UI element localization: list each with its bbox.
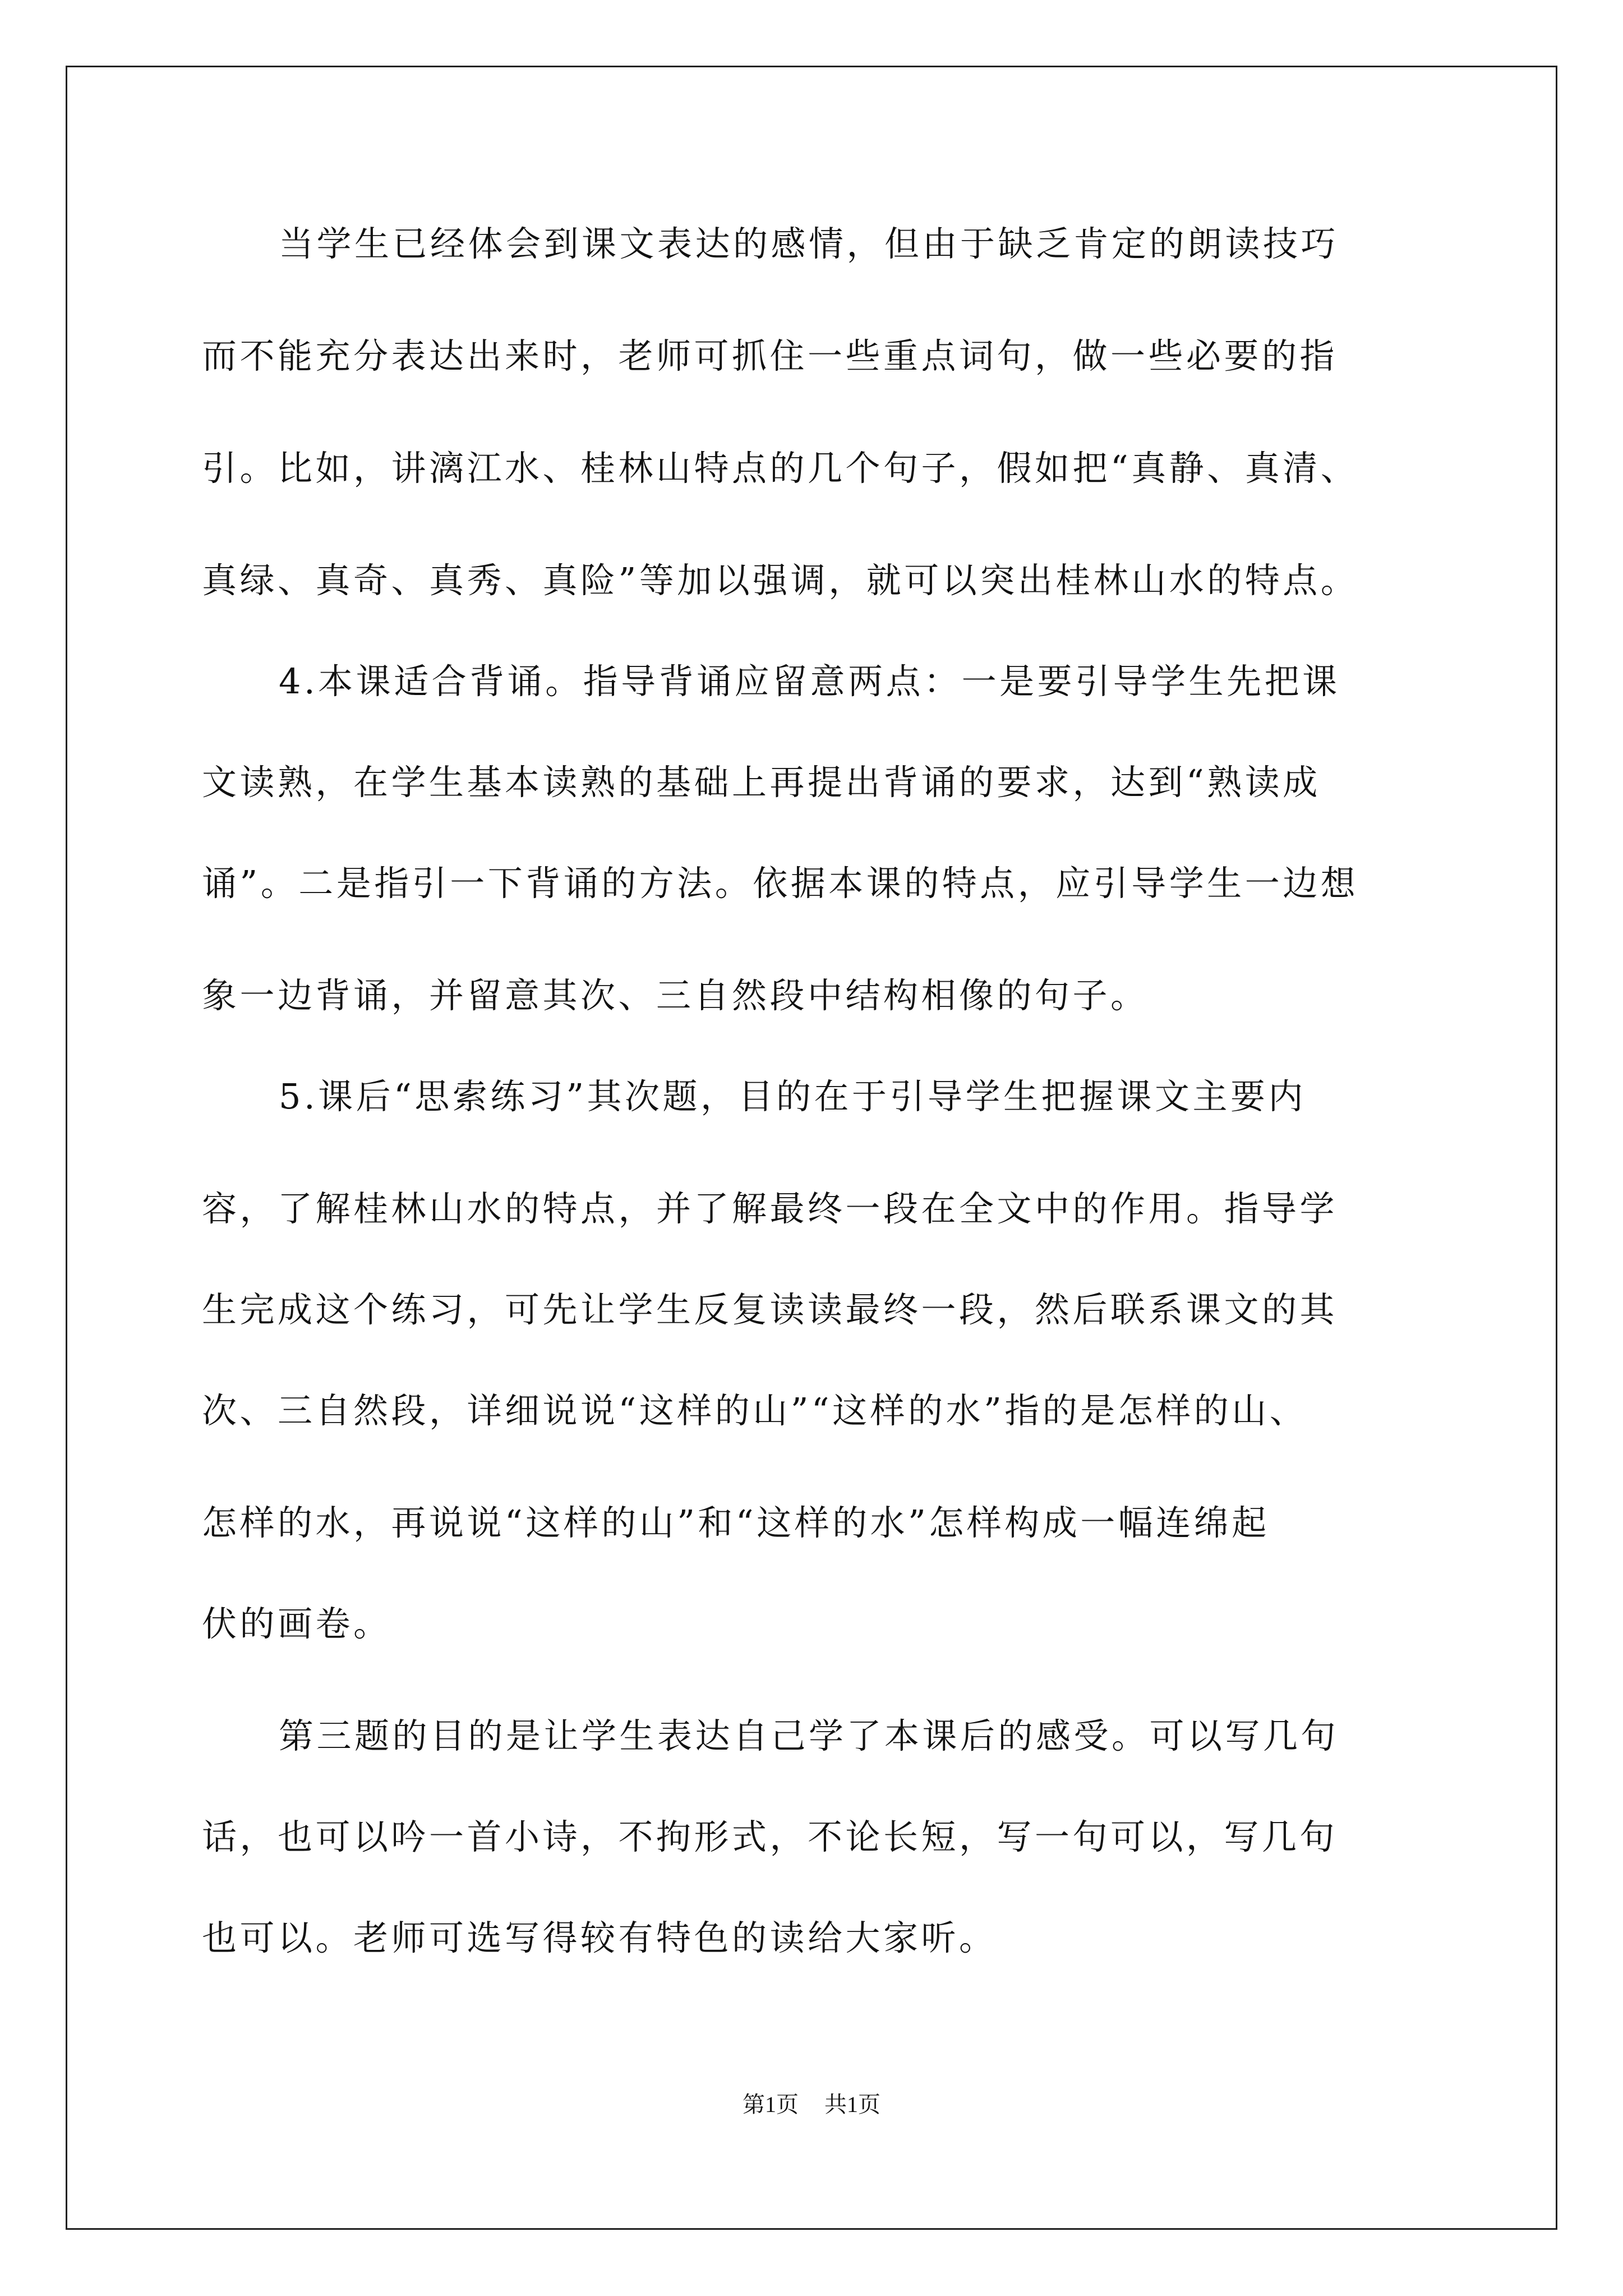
body-line: 话，也可以吟一首小诗，不拘形式，不论长短，写一句可以，写几句	[202, 1816, 1338, 1857]
body-line: 当学生已经体会到课文表达的感情，但由于缺乏肯定的朗读技巧	[279, 223, 1339, 264]
page-footer	[0, 2091, 1623, 2119]
body-line: 生完成这个练习，可先让学生反复读读最终一段，然后联系课文的其	[202, 1289, 1338, 1330]
page-number: 第1页	[743, 2092, 799, 2117]
body-line: 也可以。老师可选写得较有特色的读给大家听。	[202, 1917, 997, 1958]
body-line: 真绿、真奇、真秀、真险”等加以强调，就可以突出桂林山水的特点。	[202, 560, 1359, 601]
body-line: 5.课后“思索练习”其次题，目的在于引导学生把握课文主要内	[279, 1076, 1307, 1117]
body-line: 文读熟，在学生基本读熟的基础上再提出背诵的要求，达到“熟读成	[202, 762, 1321, 803]
body-line: 诵”。二是指引一下背诵的方法。依据本课的特点，应引导学生一边想	[202, 863, 1359, 904]
page-border	[66, 66, 1557, 2230]
body-line: 怎样的水，再说说“这样的山”和“这样的水”怎样构成一幅连绵起	[202, 1502, 1270, 1543]
body-line: 次、三自然段，详细说说“这样的山”“这样的水”指的是怎样的山、	[202, 1390, 1308, 1431]
body-line: 引。比如，讲漓江水、桂林山特点的几个句子，假如把“真静、真清、	[202, 448, 1359, 489]
body-line: 容，了解桂林山水的特点，并了解最终一段在全文中的作用。指导学	[202, 1188, 1338, 1229]
body-line: 象一边背诵，并留意其次、三自然段中结构相像的句子。	[202, 975, 1149, 1016]
page-total: 共1页	[824, 2092, 880, 2117]
body-line: 伏的画卷。	[202, 1603, 391, 1644]
body-line: 第三题的目的是让学生表达自己学了本课后的感受。可以写几句	[279, 1715, 1339, 1756]
body-line: 而不能充分表达出来时，老师可抓住一些重点词句，做一些必要的指	[202, 335, 1338, 376]
body-line: 4.本课适合背诵。指导背诵应留意两点：一是要引导学生先把课	[279, 661, 1340, 702]
